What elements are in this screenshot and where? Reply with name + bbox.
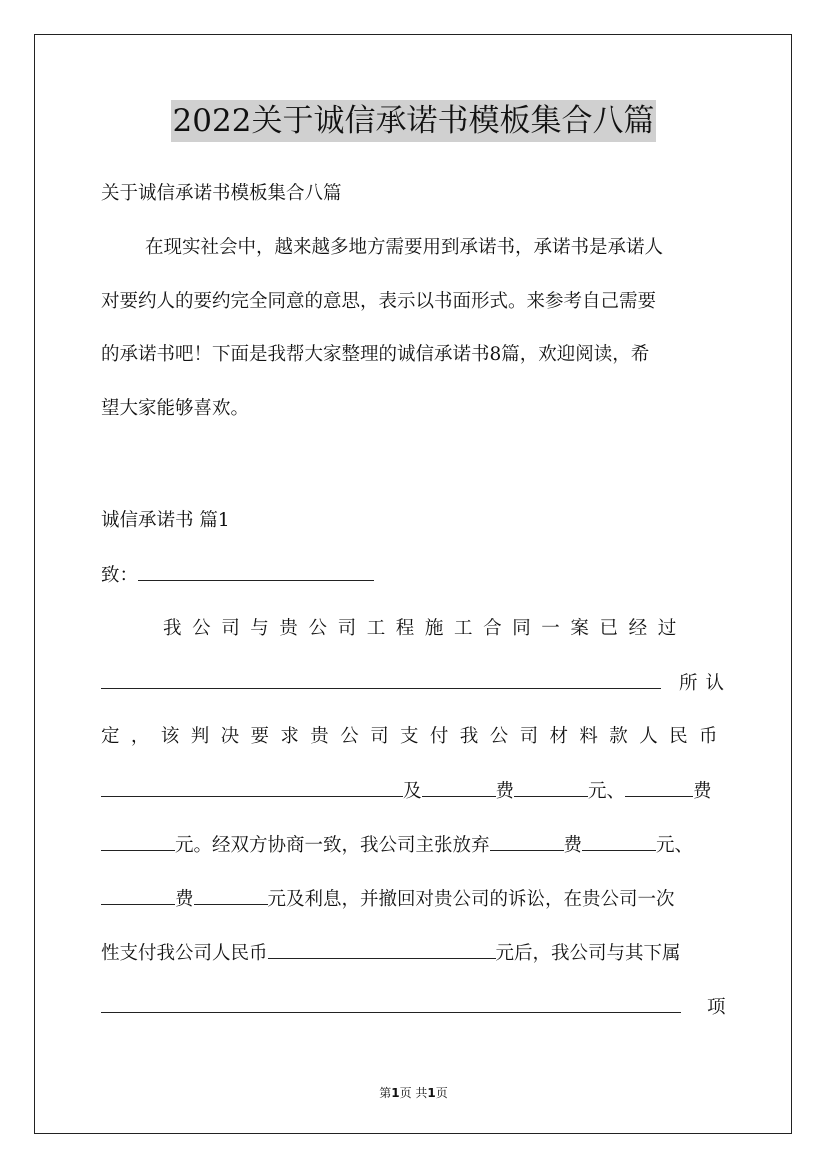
intro-line-1 (101, 235, 727, 261)
document-title: 2022关于诚信承诺书模板集合八篇 (171, 100, 657, 142)
para-line-1: 我公司与贵公司工程施工合同一案已经过 (163, 618, 687, 639)
blank-rmb (268, 940, 496, 959)
text-agreement: 元。经双方协商一致，我公司主张放弃 (175, 835, 490, 856)
blank-amount-1 (101, 778, 403, 797)
para-line-2-text: 所认 (679, 673, 733, 694)
para-line-3: 定，该判决要求贵公司支付我公司材料款人民币 (101, 726, 729, 747)
para-line-2 (101, 670, 733, 697)
para-line-6 (101, 886, 727, 913)
footer-page-num: 1 (391, 1086, 400, 1100)
text-fee-3: 费 (563, 835, 583, 856)
blank-fee-4 (101, 886, 175, 905)
text-subsidiary: 元后，我公司与其下属 (495, 943, 681, 964)
footer-prefix: 第 (379, 1086, 392, 1100)
intro-text-1: 在现实社会中，越来越多地方需要用到承诺书，承诺书是承诺人 (145, 237, 664, 258)
para-line-8 (101, 994, 727, 1021)
intro-line-3: 的承诺书吧！下面是我帮大家整理的诚信承诺书8篇，欢迎阅读，希 (101, 344, 650, 365)
text-fee-2: 费 (693, 781, 712, 802)
para-line-7 (101, 940, 727, 967)
blank-judgment (101, 670, 661, 689)
para-line-4 (101, 778, 727, 805)
blank-fee-2 (625, 778, 693, 797)
text-fee-1: 费 (495, 781, 515, 802)
blank-yuan-4 (194, 886, 268, 905)
to-line (101, 562, 727, 589)
text-withdraw: 元及利息，并撤回对贵公司的诉讼，在贵公司一次 (267, 889, 675, 910)
blank-fee-3 (490, 832, 564, 851)
subtitle: 关于诚信承诺书模板集合八篇 (101, 183, 342, 204)
text-yuan-1: 元、 (588, 781, 626, 802)
blank-yuan-1 (514, 778, 588, 797)
title-container (0, 100, 827, 142)
blank-project (101, 994, 681, 1013)
footer-mid: 页 共 (399, 1086, 428, 1100)
intro-line-2: 对要约人的要约完全同意的意思，表示以书面形式。来参考自己需要 (101, 291, 657, 312)
blank-yuan-3 (582, 832, 656, 851)
footer-page-total: 1 (427, 1086, 436, 1100)
footer-suffix: 页 (435, 1086, 448, 1100)
section-heading: 诚信承诺书 篇1 (101, 510, 230, 531)
para-line-8-text: 项 (707, 997, 726, 1018)
blank-yuan-2 (101, 832, 175, 851)
intro-line-4: 望大家能够喜欢。 (101, 398, 250, 419)
text-yuan-3: 元、 (656, 835, 694, 856)
text-payment: 性支付我公司人民币 (101, 943, 268, 964)
para-line-5 (101, 832, 727, 859)
text-and: 及 (403, 781, 422, 802)
page-footer (0, 1084, 827, 1101)
text-fee-4: 费 (175, 889, 194, 910)
to-blank (138, 562, 374, 581)
to-label: 致： (101, 565, 139, 586)
blank-fee-1 (422, 778, 496, 797)
